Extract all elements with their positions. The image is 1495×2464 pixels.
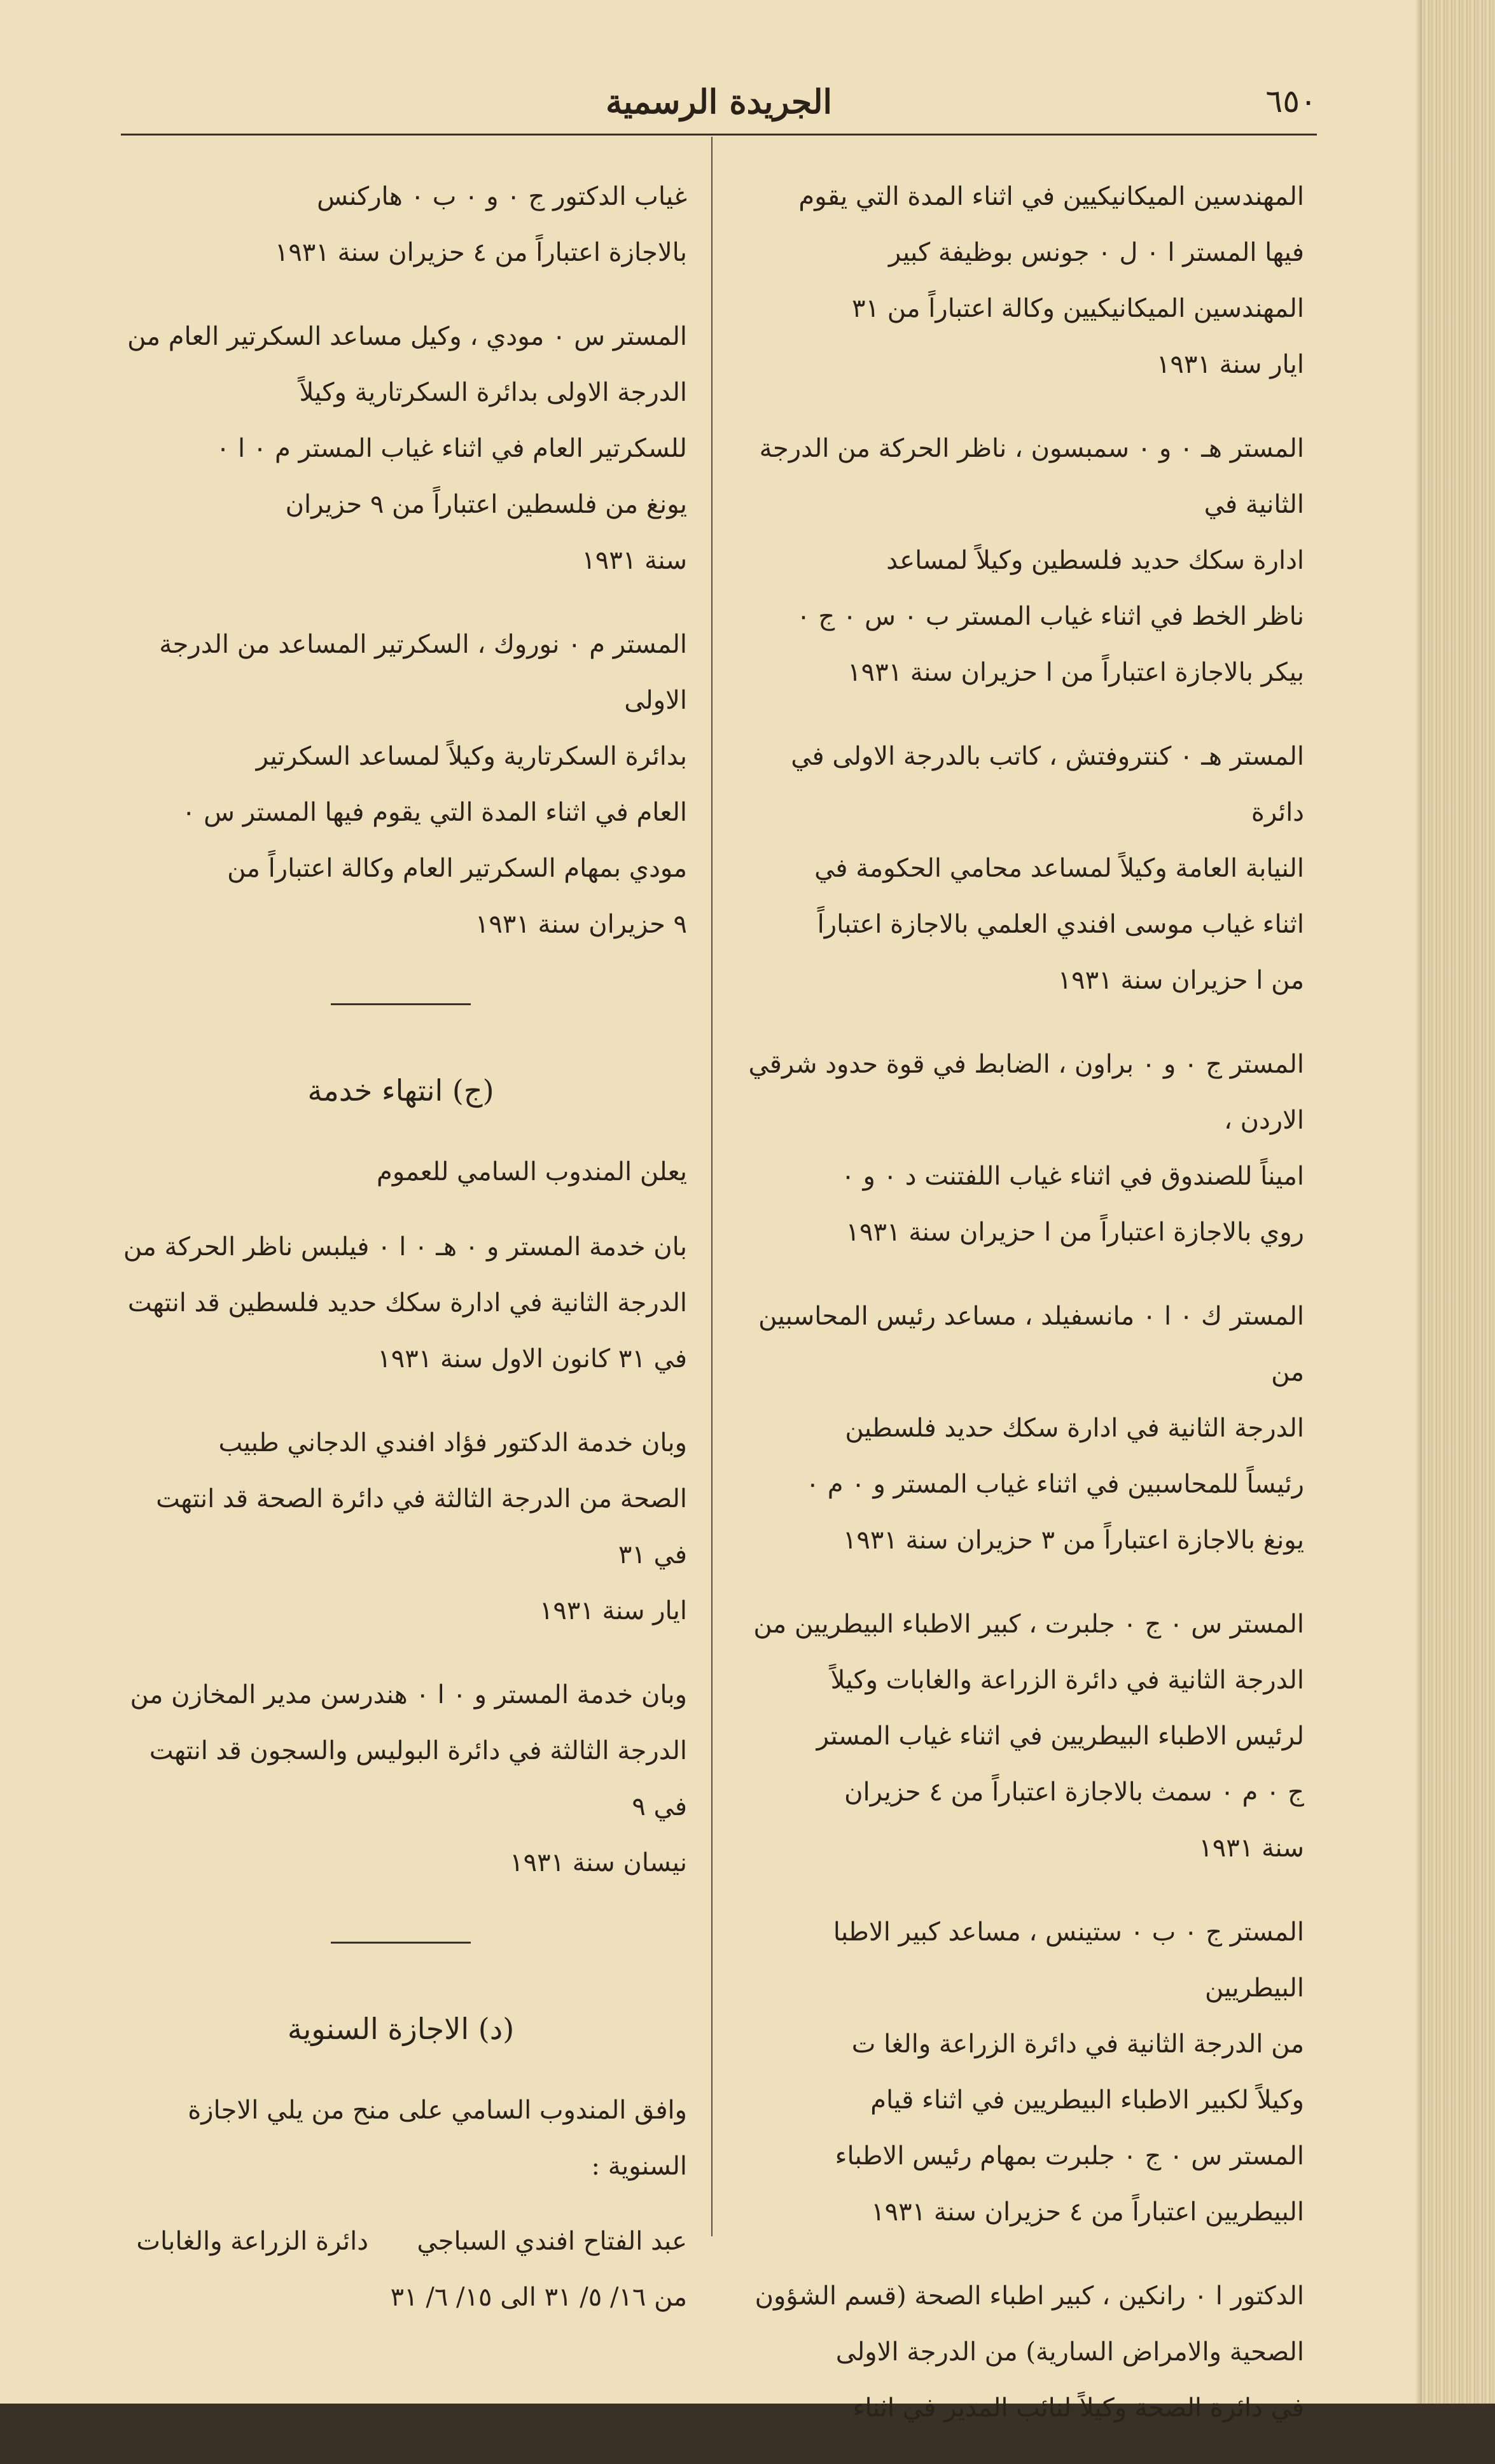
page-header: [121, 83, 1317, 134]
appointment-paragraph: المستر م ٠ نوروك ، السكرتير المساعد من الدرجة الاولى بدائرة السكرتارية وكيلاً لمساعد السكرتير العام في اثناء المدة التي يقوم فيها المستر س ٠ مودي بمهام السكرتير العام وكالة اعتباراً من ٩ حزيران سنة ١٩٣١: [159, 630, 687, 939]
page-edges: [1422, 0, 1495, 2404]
appointment-paragraph: المستر ج ٠ ب ٠ ستينس ، مساعد كبير الاطبا البيطريين من الدرجة الثانية في دائرة الزراعة والغا ت وكيلاً لكبير الاطباء البيطريين في اثناء قيام المستر س ٠ ج ٠ جلبرت بمهام رئيس الاطباء البيطريين اعتباراً من ٤ حزيران سنة ١٩٣١: [833, 1918, 1304, 2227]
appointment-paragraph: المستر ج ٠ و ٠ براون ، الضابط في قوة حدود شرقي الاردن ، اميناً للصندوق في اثناء غياب اللفتنت د ٠ و ٠ روي بالاجازة اعتباراً من ا حزيران سنة ١٩٣١: [748, 1050, 1304, 1247]
section-intro: وافق المندوب السامي على منح من يلي الاجازة السنوية :: [188, 2096, 687, 2181]
header-rule: [121, 134, 1317, 136]
running-title: الجريدة الرسمية: [606, 83, 832, 122]
leave-entry-name: عبد الفتاح افندي السباجي دائرة الزراعة والغابات: [136, 2227, 687, 2256]
section-divider: [331, 1003, 471, 1005]
column-divider: [711, 137, 713, 2236]
appointment-paragraph: المستر هـ ٠ و ٠ سمبسون ، ناظر الحركة من الدرجة الثانية في ادارة سكك حديد فلسطين وكيلاً لمساعد ناظر الخط في اثناء غياب المستر ب ٠ س ٠ ج ٠ بيكر بالاجازة اعتباراً من ا حزيران سنة ١٩٣١: [759, 434, 1304, 687]
termination-paragraph: وبان خدمة المستر و ٠ ا ٠ هندرسن مدير المخازن من الدرجة الثالثة في دائرة البوليس والسجون قد انتهت في ٩ نيسان سنة ١٩٣١: [130, 1680, 687, 1877]
appointment-paragraph: غياب الدكتور ج ٠ و ٠ ب ٠ هاركنس بالاجازة اعتباراً من ٤ حزيران سنة ١٩٣١: [274, 182, 687, 267]
leave-entry-period: من ١٦/ ٥/ ٣١ الى ١٥/ ٦/ ٣١: [390, 2283, 687, 2312]
appointment-paragraph: المهندسين الميكانيكيين في اثناء المدة التي يقوم فيها المستر ا ٠ ل ٠ جونس بوظيفة كبير المهندسين الميكانيكيين وكالة اعتباراً من ٣١ ايار سنة ١٩٣١: [798, 182, 1304, 379]
appointment-paragraph: الدكتور ا ٠ رانكين ، كبير اطباء الصحة (قسم الشؤون الصحية والامراض السارية) من الدرجة الاولى في دائرة الصحة وكيلاً لنائب المدير في اثناء: [754, 2281, 1304, 2423]
right-column: [732, 169, 1304, 2464]
left-column: [115, 169, 687, 2325]
appointment-paragraph: المستر ك ٠ ا ٠ مانسفيلد ، مساعد رئيس المحاسبين من الدرجة الثانية في ادارة سكك حديد فلسطين رئيساً للمحاسبين في اثناء غياب المستر و ٠ م ٠ يونغ بالاجازة اعتباراً من ٣ حزيران سنة ١٩٣١: [758, 1302, 1304, 1555]
section-heading-annual-leave: (د) الاجازة السنوية: [287, 2012, 515, 2046]
termination-paragraph: وبان خدمة الدكتور فؤاد افندي الدجاني طبيب الصحة من الدرجة الثالثة في دائرة الصحة قد انتهت في ٣١ ايار سنة ١٩٣١: [156, 1428, 687, 1625]
appointment-paragraph: المستر س ٠ مودي ، وكيل مساعد السكرتير العام من الدرجة الاولى بدائرة السكرتارية وكيلاً للسكرتير العام في اثناء غياب المستر م ٠ ا ٠ يونغ من فلسطين اعتباراً من ٩ حزيران سنة ١٩٣١: [127, 322, 687, 575]
appointment-paragraph: المستر هـ ٠ كنتروفتش ، كاتب بالدرجة الاولى في دائرة النيابة العامة وكيلاً لمساعد محامي الحكومة في اثناء غياب موسى افندي العلمي بالاجازة اعتباراً من ا حزيران سنة ١٩٣١: [791, 742, 1304, 995]
page-number: ٦٥٠: [1265, 83, 1317, 120]
termination-paragraph: بان خدمة المستر و ٠ هـ ٠ ا ٠ فيلبس ناظر الحركة من الدرجة الثانية في ادارة سكك حديد فلسطين قد انتهت في ٣١ كانون الاول سنة ١٩٣١: [123, 1232, 687, 1374]
appointment-paragraph: المستر س ٠ ج ٠ جلبرت ، كبير الاطباء البيطريين من الدرجة الثانية في دائرة الزراعة والغابات وكيلاً لرئيس الاطباء البيطريين في اثناء غياب المستر ج ٠ م ٠ سمث بالاجازة اعتباراً من ٤ حزيران سنة ١٩٣١: [753, 1610, 1304, 1863]
section-intro: يعلن المندوب السامي للعموم: [377, 1157, 687, 1187]
section-heading-termination: (ج) انتهاء خدمة: [307, 1073, 494, 1108]
section-divider: [331, 1942, 471, 1944]
